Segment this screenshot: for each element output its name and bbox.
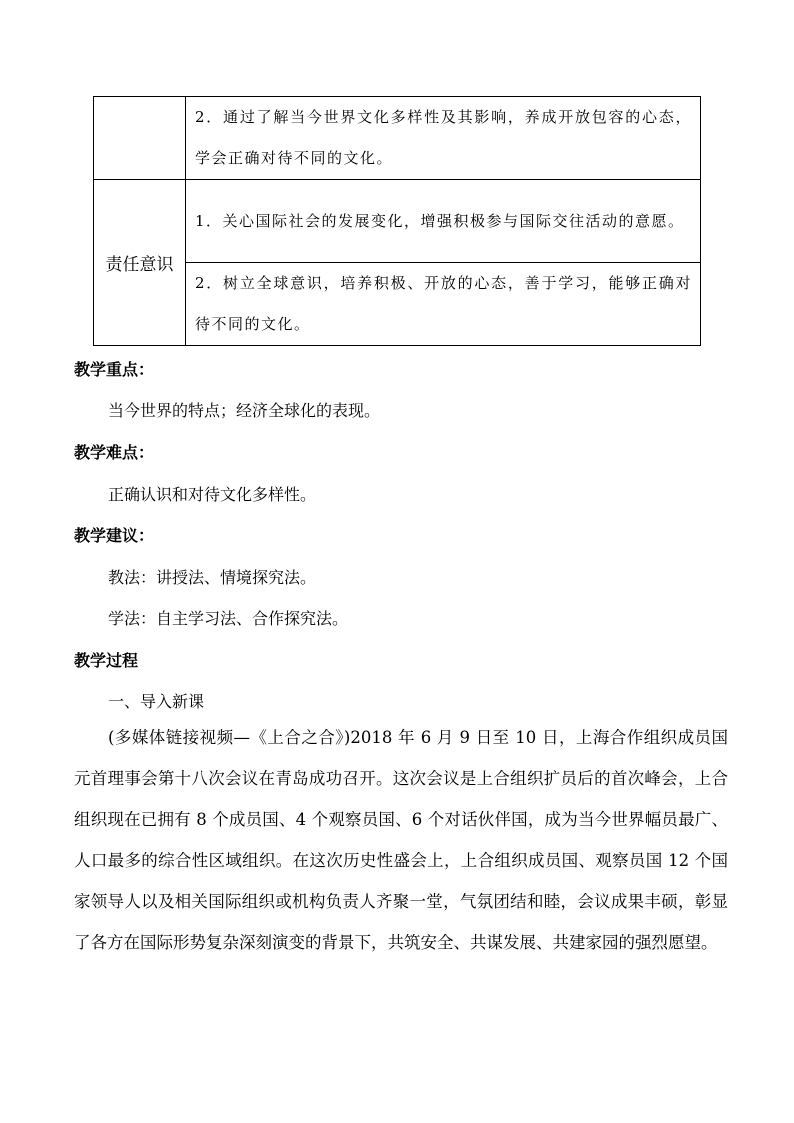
objective-cell: 2．树立全球意识，培养积极、开放的心态，善于学习，能够正确对待不同的文化。 [186, 263, 701, 346]
suggestions-heading: 教学建议： [74, 526, 155, 545]
key-points-heading: 教学重点： [74, 360, 155, 379]
table-row [94, 97, 701, 180]
difficulties-text: 正确认识和对待文化多样性。 [108, 485, 317, 504]
intro-heading: 一、导入新课 [108, 692, 205, 711]
objective-cell: 2．通过了解当今世界文化多样性及其影响，养成开放包容的心态，学会正确对待不同的文化。 [186, 97, 701, 180]
objectives-table [93, 96, 701, 346]
category-cell-empty [94, 97, 186, 180]
table-row [94, 263, 701, 346]
learning-method: 学法：自主学习法、合作探究法。 [108, 609, 349, 628]
table-row [94, 180, 701, 263]
objective-cell: 1．关心国际社会的发展变化，增强积极参与国际交往活动的意愿。 [186, 180, 701, 263]
teaching-method: 教法：讲授法、情境探究法。 [108, 568, 317, 587]
intro-paragraph: (多媒体链接视频—《上合之合》)2018 年 6 月 9 日至 10 日，上海合作组织成员国元首理事会第十八次会议在青岛成功召开。这次会议是上合组织扩员后的首次峰会，上合组织现在已拥有 8 个成员国、4 个观察员国、6 个对话伙伴国，成为当今世界幅员最广、人口最多的综合性区域组织。在这次历史性盛会上，上合组织成员国、观察员国 12 个国家领导人以及相关国际组织或机构负责人齐聚一堂，气氛团结和睦，会议成果丰硕，彰显了各方在国际形势复杂深刻演变的背景下，共筑安全、共谋发展、共建家园的强烈愿望。 [74, 728, 728, 952]
process-heading: 教学过程 [74, 651, 139, 670]
category-cell: 责任意识 [94, 180, 186, 346]
difficulties-heading: 教学难点： [74, 443, 155, 462]
key-points-text: 当今世界的特点；经济全球化的表现。 [108, 401, 381, 420]
